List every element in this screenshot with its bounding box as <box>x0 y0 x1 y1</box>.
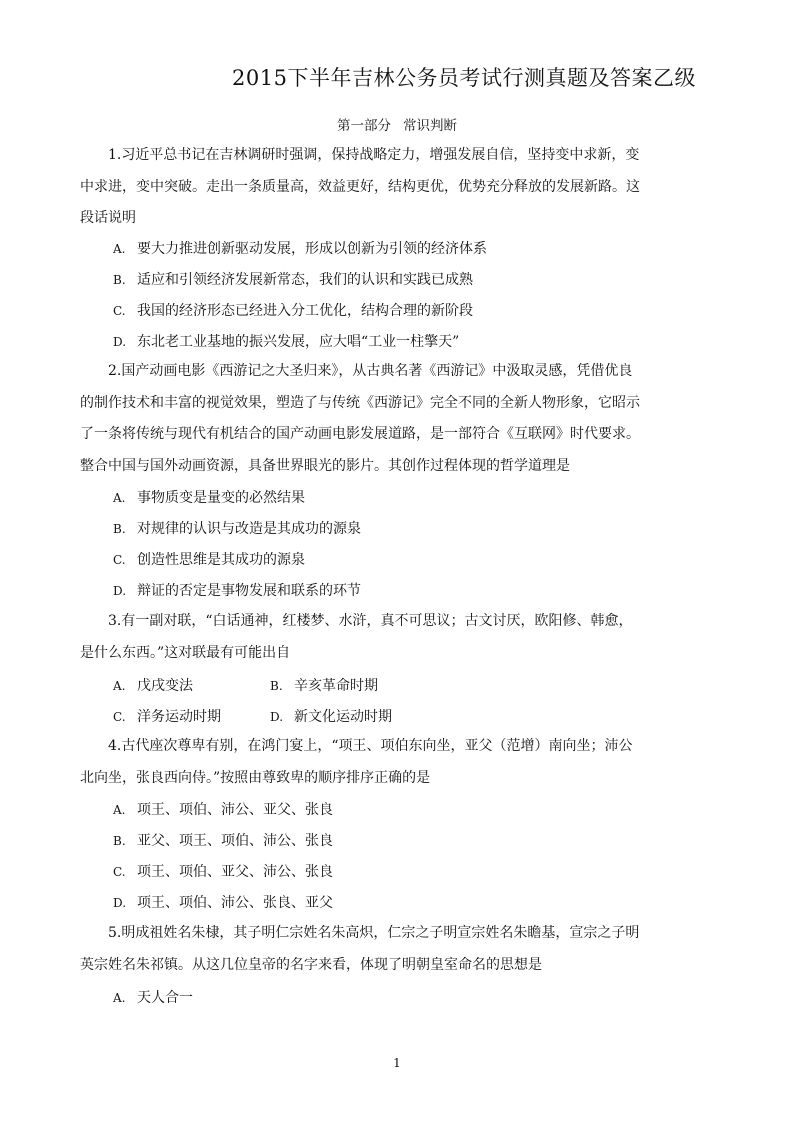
q1-option-b <box>113 269 473 289</box>
option-text: 项王、项伯、沛公、张良、亚父 <box>137 895 333 911</box>
option-text: 事物质变是量变的必然结果 <box>137 490 305 506</box>
option-text: 戊戌变法 <box>137 678 193 694</box>
question-1: 1.习近平总书记在吉林调研时强调，保持战略定力，增强发展自信，坚持变中求新，变中求进，变中突破。走出一条质量高，效益更好，结构更优，优势充分释放的发展新路。这段话说明 <box>80 147 640 226</box>
q1-option-a <box>113 238 487 258</box>
q4-option-d <box>113 892 333 912</box>
option-text: 要大力推进创新驱动发展，形成以创新为引领的经济体系 <box>137 241 487 257</box>
option-letter: C. <box>113 865 126 879</box>
option-text: 亚父、项王、项伯、沛公、张良 <box>137 833 333 849</box>
q4-option-b <box>113 830 333 850</box>
q5-option-a <box>113 987 193 1007</box>
q3-option-c <box>113 706 221 726</box>
option-letter: A. <box>113 679 126 693</box>
section-part: 第一部分 <box>337 118 391 134</box>
option-text: 东北老工业基地的振兴发展，应大唱“工业一柱擎天” <box>137 334 460 350</box>
q2-option-d <box>113 580 361 600</box>
option-letter: D. <box>113 584 127 598</box>
q1-option-d <box>113 331 459 351</box>
option-text: 我国的经济形态已经进入分工优化，结构合理的新阶段 <box>137 303 473 319</box>
option-letter: A. <box>113 991 126 1005</box>
q3-option-d <box>270 706 392 726</box>
option-letter: D. <box>113 896 127 910</box>
option-text: 项王、项伯、沛公、亚父、张良 <box>137 802 333 818</box>
option-letter: C. <box>113 553 126 567</box>
option-text: 项王、项伯、亚父、沛公、张良 <box>137 864 333 880</box>
q2-option-b <box>113 518 361 538</box>
option-letter: A. <box>113 803 126 817</box>
question-2: 2.国产动画电影《西游记之大圣归来》，从古典名著《西游记》中汲取灵感，凭借优良的制作技术和丰富的视觉效果，塑造了与传统《西游记》完全不同的全新人物形象，它昭示了一条将传统与现代有机结合的国产动画电影发展道路，是一部符合《互联网》时代要求。整合中国与国外动画资源，具备世界眼光的影片。其创作过程体现的哲学道理是 <box>80 363 640 474</box>
option-text: 辛亥革命时期 <box>294 678 378 694</box>
question-3: 3.有一副对联，“白话通神，红楼梦、水浒，真不可思议；古文讨厌，欧阳修、韩愈，是什么东西。”这对联最有可能出自 <box>80 613 633 661</box>
option-letter: B. <box>113 834 126 848</box>
option-text: 适应和引领经济发展新常态，我们的认识和实践已成熟 <box>137 272 473 288</box>
q3-option-a <box>113 675 193 695</box>
option-text: 辩证的否定是事物发展和联系的环节 <box>137 583 361 599</box>
option-text: 新文化运动时期 <box>294 709 392 725</box>
option-letter: A. <box>113 491 126 505</box>
q4-option-c <box>113 861 333 881</box>
section-heading <box>0 114 794 134</box>
option-letter: B. <box>113 273 126 287</box>
option-text: 创造性思维是其成功的源泉 <box>137 552 305 568</box>
option-letter: A. <box>113 242 126 256</box>
question-4: 4.古代座次尊卑有别，在鸿门宴上，“项王、项伯东向坐，亚父（范增）南向坐；沛公北向坐，张良西向侍。”按照由尊致卑的顺序排序正确的是 <box>80 738 633 786</box>
option-text: 天人合一 <box>137 990 193 1006</box>
question-5: 5.明成祖姓名朱棣，其子明仁宗姓名朱高炽，仁宗之子明宣宗姓名朱瞻基，宣宗之子明英宗姓名朱祁镇。从这几位皇帝的名字来看，体现了明朝皇室命名的思想是 <box>80 925 640 973</box>
option-letter: B. <box>270 679 283 693</box>
q2-option-a <box>113 487 305 507</box>
option-letter: D. <box>113 335 127 349</box>
option-text: 对规律的认识与改造是其成功的源泉 <box>137 521 361 537</box>
q4-option-a <box>113 799 333 819</box>
option-letter: C. <box>113 710 126 724</box>
q1-option-c <box>113 300 473 320</box>
option-letter: D. <box>270 710 284 724</box>
option-text: 洋务运动时期 <box>137 709 221 725</box>
page-number: 1 <box>393 1056 401 1070</box>
section-name: 常识判断 <box>403 118 457 134</box>
q2-option-c <box>113 549 305 569</box>
q3-option-b <box>270 675 378 695</box>
document-title: 2015下半年吉林公务员考试行测真题及答案乙级 <box>232 66 696 90</box>
option-letter: B. <box>113 522 126 536</box>
option-letter: C. <box>113 304 126 318</box>
